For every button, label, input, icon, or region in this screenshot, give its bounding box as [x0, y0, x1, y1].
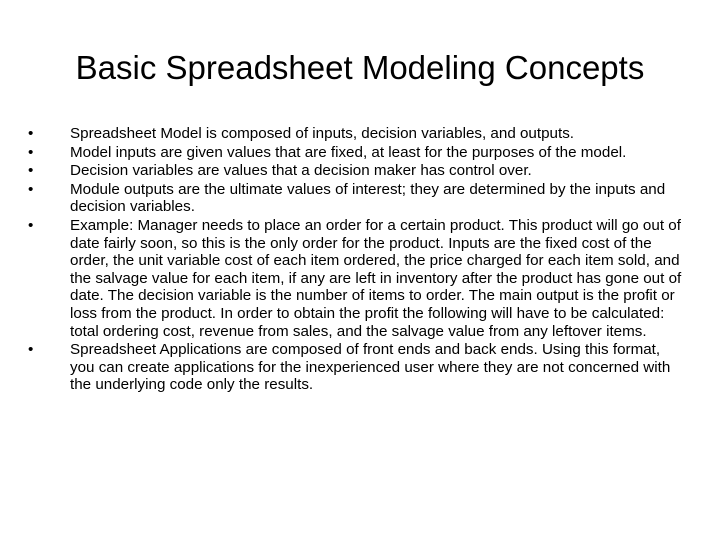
- bullet-text: Spreadsheet Applications are composed of front ends and back ends. Using this format, you can create applications for the inexperienced user where they are not concerned with the underlying code only the results.: [70, 341, 671, 394]
- bullet-text: Model inputs are given values that are fixed, at least for the purposes of the model.: [70, 143, 627, 161]
- bullet-list: [28, 125, 688, 395]
- bullet-text: Spreadsheet Model is composed of inputs, decision variables, and outputs.: [70, 125, 575, 142]
- bullet-item: [28, 217, 688, 340]
- bullet-item: [28, 125, 688, 143]
- bullet-dot-icon: •: [28, 143, 34, 161]
- bullet-text: Example: Manager needs to place an order for a certain product. This product will go out of date fairly soon, so this is the only order for the product. Inputs are the fixed cost of the order, the unit variable cost of each item ordered, the price charged for each item sold, and the salvage value for each item, if any are left in inventory after the product has gone out of date. The decision variable is the number of items to order. The main output is the profit or loss from the product. In order to obtain the profit the following will have to be calculated: total ordering cost, revenue from sales, and the salvage value from any leftover items.: [70, 216, 682, 340]
- bullet-item: [28, 341, 688, 394]
- bullet-dot-icon: •: [28, 341, 34, 359]
- bullet-item: [28, 162, 688, 180]
- slide-title: Basic Spreadsheet Modeling Concepts: [75, 49, 645, 86]
- bullet-text: Module outputs are the ultimate values of interest; they are determined by the inputs and decision variables.: [70, 180, 666, 216]
- bullet-item: [28, 181, 688, 216]
- bullet-dot-icon: •: [28, 162, 34, 180]
- bullet-dot-icon: •: [28, 180, 34, 198]
- bullet-dot-icon: •: [28, 216, 34, 234]
- bullet-dot-icon: •: [28, 125, 34, 142]
- bullet-text: Decision variables are values that a decision maker has control over.: [70, 162, 532, 180]
- bullet-item: [28, 144, 688, 162]
